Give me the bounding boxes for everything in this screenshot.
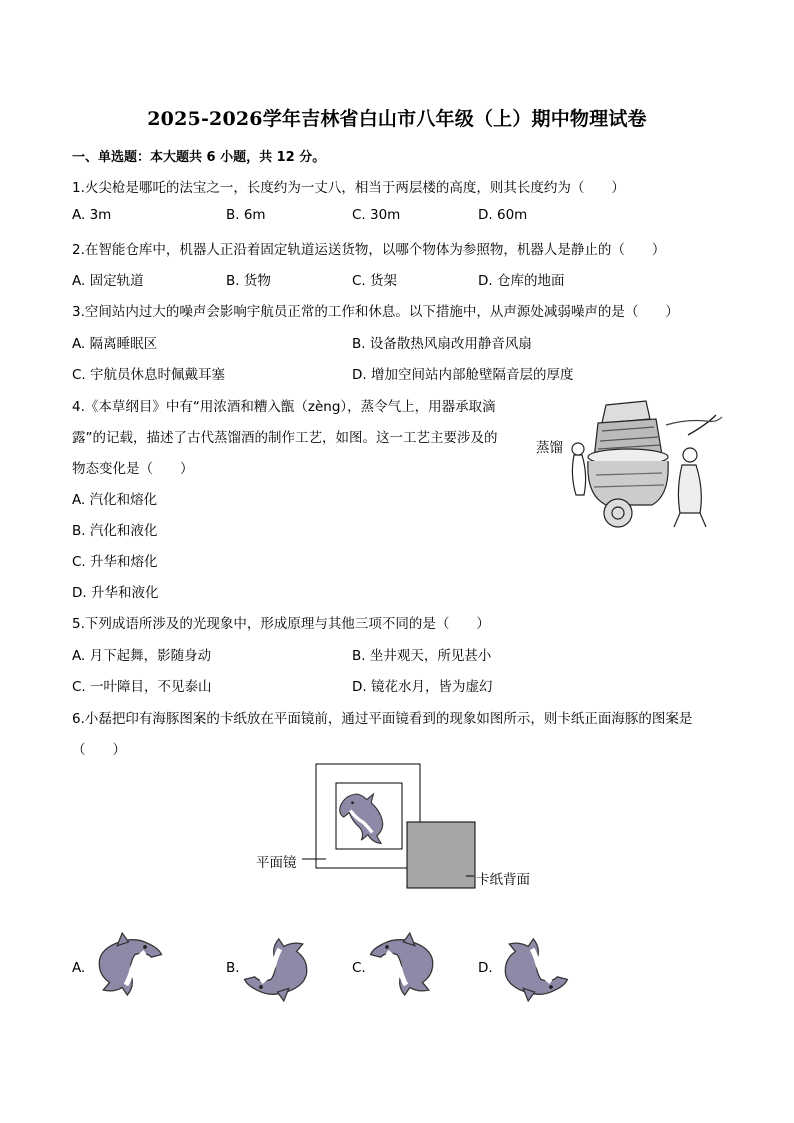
q2-option-c[interactable]: C. 货架 xyxy=(352,273,398,289)
q4-option-b[interactable]: B. 汽化和液化 xyxy=(72,523,158,539)
distillation-illustration xyxy=(566,395,726,535)
q1-option-b[interactable]: B. 6m xyxy=(226,207,266,223)
q5-option-a[interactable]: A. 月下起舞，影随身动 xyxy=(72,648,212,664)
q1-option-c[interactable]: C. 30m xyxy=(352,207,401,223)
q6-option-a-dolphin-icon[interactable] xyxy=(88,922,164,1010)
q5-option-c[interactable]: C. 一叶障目，不见泰山 xyxy=(72,679,212,695)
question-3-stem: 3.空间站内过大的噪声会影响宇航员正常的工作和休息。以下措施中，从声源处减弱噪声的是（ ） xyxy=(72,304,679,320)
q2-option-b[interactable]: B. 货物 xyxy=(226,273,271,289)
question-2-stem: 2.在智能仓库中，机器人正沿着固定轨道运送货物，以哪个物体为参照物，机器人是静止的（ ） xyxy=(72,242,666,258)
q2-option-d[interactable]: D. 仓库的地面 xyxy=(478,273,565,289)
q3-option-d[interactable]: D. 增加空间站内部舱壁隔音层的厚度 xyxy=(352,367,574,383)
question-5-stem: 5.下列成语所涉及的光现象中，形成原理与其他三项不同的是（ ） xyxy=(72,616,490,632)
card-back-label: 卡纸背面 xyxy=(476,872,530,888)
exam-title: 2025-2026学年吉林省白山市八年级（上）期中物理试卷 xyxy=(147,108,647,130)
q6-option-c-dolphin-icon[interactable] xyxy=(368,922,444,1010)
q3-option-c[interactable]: C. 宇航员休息时佩戴耳塞 xyxy=(72,367,226,383)
q6-option-a-label[interactable]: A. xyxy=(72,960,86,976)
question-6-stem-line-1: 6.小磊把印有海豚图案的卡纸放在平面镜前，通过平面镜看到的现象如图所示，则卡纸正面海豚的图案是 xyxy=(72,711,693,727)
q6-option-b-dolphin-icon[interactable] xyxy=(242,924,318,1012)
q6-option-b-label[interactable]: B. xyxy=(226,960,240,976)
mirror-label: 平面镜 xyxy=(256,855,297,871)
q1-option-a[interactable]: A. 3m xyxy=(72,207,112,223)
q6-option-d-label[interactable]: D. xyxy=(478,960,493,976)
q3-option-a[interactable]: A. 隔离睡眠区 xyxy=(72,336,158,352)
question-4-stem-line-1: 4.《本草纲目》中有“用浓酒和糟入甑（zèng），蒸令气上，用器承取滴 xyxy=(72,399,496,415)
q3-option-b[interactable]: B. 设备散热风扇改用静音风扇 xyxy=(352,336,532,352)
q5-option-d[interactable]: D. 镜花水月，皆为虚幻 xyxy=(352,679,493,695)
q4-option-d[interactable]: D. 升华和液化 xyxy=(72,585,159,601)
question-1-stem: 1.火尖枪是哪吒的法宝之一，长度约为一丈八，相当于两层楼的高度，则其长度约为（ ） xyxy=(72,180,625,196)
q4-option-a[interactable]: A. 汽化和熔化 xyxy=(72,492,158,508)
q2-option-a[interactable]: A. 固定轨道 xyxy=(72,273,144,289)
section-heading: 一、单选题：本大题共 6 小题，共 12 分。 xyxy=(72,150,326,165)
q5-option-b[interactable]: B. 坐井观天，所见甚小 xyxy=(352,648,492,664)
question-4-stem-line-3: 物态变化是（ ） xyxy=(72,461,194,477)
q6-option-d-dolphin-icon[interactable] xyxy=(494,924,570,1012)
question-4-stem-line-2: 露”的记载，描述了古代蒸馏酒的制作工艺，如图。这一工艺主要涉及的 xyxy=(72,430,498,446)
q1-option-d[interactable]: D. 60m xyxy=(478,207,528,223)
question-6-stem-line-2: （ ） xyxy=(72,742,126,758)
q6-option-c-label[interactable]: C. xyxy=(352,960,366,976)
distillation-figure-label: 蒸馏 xyxy=(536,440,563,456)
q4-option-c[interactable]: C. 升华和熔化 xyxy=(72,554,158,570)
